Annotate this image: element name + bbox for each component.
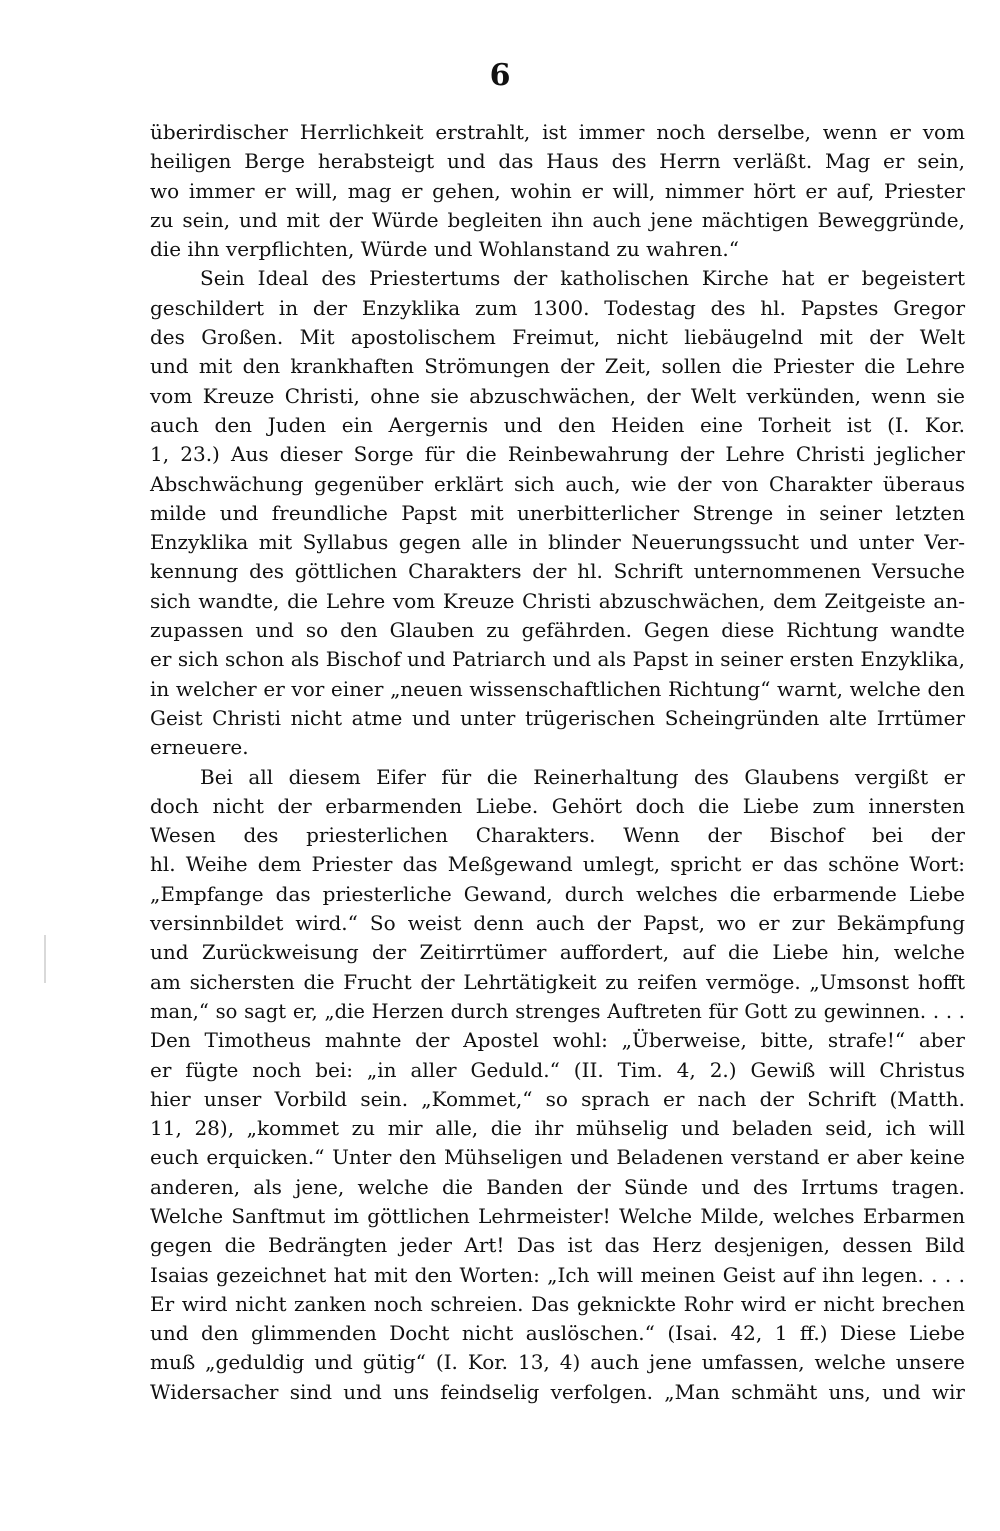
text-line: man,“ so sagt er, „die Herzen durch strenges Auftreten für Gott zu gewinnen. . . . xyxy=(150,999,965,1023)
text-line: er sich schon als Bischof und Patriarch und als Papst in seiner ersten Enzyklika, xyxy=(150,647,965,672)
text-line: überirdischer Herrlichkeit erstrahlt, ist immer noch derselbe, wenn er vom xyxy=(150,120,965,144)
text-line: Den Timotheus mahnte der Apostel wohl: „Überweise, bitte, strafe!“ aber xyxy=(150,1028,965,1053)
text-line: 1, 23.) Aus dieser Sorge für die Reinbewahrung der Lehre Christi jeglicher xyxy=(150,442,965,467)
text-line: die ihn verpflichten, Würde und Wohlanstand zu wahren.“ xyxy=(150,237,739,262)
text-line: doch nicht der erbarmenden Liebe. Gehört doch die Liebe zum innersten xyxy=(150,793,965,818)
text-line: und Zurückweisung der Zeitirrtümer auffordert, auf die Liebe hin, welche xyxy=(150,940,965,965)
text-line: sich wandte, die Lehre vom Kreuze Christi abzuschwächen, dem Zeitgeiste an- xyxy=(150,588,965,613)
text-line: Isaias gezeichnet hat mit den Worten: „Ich will meinen Geist auf ihn legen. . . . xyxy=(150,1262,965,1287)
text-line: heiligen Berge herabsteigt und das Haus des Herrn verläßt. Mag er sein, xyxy=(150,149,965,174)
text-line: in welcher er vor einer „neuen wissenschaftlichen Richtung“ warnt, welche den xyxy=(150,676,965,701)
text-line: geschildert in der Enzyklika zum 1300. Todestag des hl. Papstes Gregor xyxy=(150,295,965,320)
text-line: euch erquicken.“ Unter den Mühseligen und Beladenen verstand er aber keine xyxy=(150,1145,965,1170)
text-line: Er wird nicht zanken noch schreien. Das geknickte Rohr wird er nicht brechen xyxy=(150,1291,965,1316)
text-line: zupassen und so den Glauben zu gefährden. Gegen diese Richtung wandte xyxy=(150,618,965,643)
text-line: hier unser Vorbild sein. „Kommet,“ so sprach er nach der Schrift (Matth. xyxy=(150,1086,965,1111)
text-line: erneuere. xyxy=(150,735,249,760)
text-line: Bei all diesem Eifer für die Reinerhaltung des Glaubens vergißt er xyxy=(200,764,965,789)
text-line: Widersacher sind und uns feindselig verfolgen. „Man schmäht uns, und wir xyxy=(150,1379,965,1404)
text-line: Enzyklika mit Syllabus gegen alle in blinder Neuerungssucht und unter Ver- xyxy=(150,530,965,555)
text-line: Wesen des priesterlichen Charakters. Wenn der Bischof bei der xyxy=(150,823,965,848)
body-text xyxy=(150,118,965,1407)
text-line: gegen die Bedrängten jeder Art! Das ist das Herz desjenigen, dessen Bild xyxy=(150,1233,965,1258)
text-line: zu sein, und mit der Würde begleiten ihn auch jene mächtigen Beweggründe, xyxy=(150,207,965,232)
text-line: Sein Ideal des Priestertums der katholischen Kirche hat er begeistert xyxy=(200,266,965,291)
text-line: milde und freundliche Papst mit unerbitterlicher Strenge in seiner letzten xyxy=(150,500,965,525)
text-line: Geist Christi nicht atme und unter trügerischen Scheingründen alte Irrtümer xyxy=(150,705,965,730)
text-line: kennung des göttlichen Charakters der hl. Schrift unternommenen Versuche xyxy=(150,559,965,584)
text-line: und mit den krankhaften Strömungen der Zeit, sollen die Priester die Lehre xyxy=(150,354,965,379)
text-line: „Empfange das priesterliche Gewand, durch welches die erbarmende Liebe xyxy=(150,881,965,906)
text-line: anderen, als jene, welche die Banden der Sünde und des Irrtums tragen. xyxy=(150,1174,965,1199)
text-line: vom Kreuze Christi, ohne sie abzuschwächen, der Welt verkünden, wenn sie xyxy=(150,383,965,408)
text-line: er fügte noch bei: „in aller Geduld.“ (II. Tim. 4, 2.) Gewiß will Christus xyxy=(150,1057,965,1082)
scan-artifact xyxy=(44,935,46,983)
text-line: am sichersten die Frucht der Lehrtätigkeit zu reifen vermöge. „Umsonst hofft xyxy=(150,969,965,994)
text-line: wo immer er will, mag er gehen, wohin er will, nimmer hört er auf, Priester xyxy=(150,178,965,203)
text-line: hl. Weihe dem Priester das Meßgewand umlegt, spricht er das schöne Wort: xyxy=(150,852,965,877)
text-line: und den glimmenden Docht nicht auslöschen.“ (Isai. 42, 1 ff.) Diese Liebe xyxy=(150,1321,965,1346)
text-line: 11, 28), „kommet zu mir alle, die ihr mühselig und beladen seid, ich will xyxy=(150,1116,965,1141)
text-line: Abschwächung gegenüber erklärt sich auch, wie der von Charakter überaus xyxy=(150,471,965,496)
text-line: Welche Sanftmut im göttlichen Lehrmeister! Welche Milde, welches Erbarmen xyxy=(150,1203,965,1228)
text-line: des Großen. Mit apostolischem Freimut, nicht liebäugelnd mit der Welt xyxy=(150,325,965,350)
page-number: 6 xyxy=(489,58,511,93)
text-line: versinnbildet wird.“ So weist denn auch der Papst, wo er zur Bekämpfung xyxy=(150,911,965,936)
text-line: muß „geduldig und gütig“ (I. Kor. 13, 4) auch jene umfassen, welche unsere xyxy=(150,1350,965,1375)
text-line: auch den Juden ein Aergernis und den Heiden eine Torheit ist (I. Kor. xyxy=(150,412,965,437)
